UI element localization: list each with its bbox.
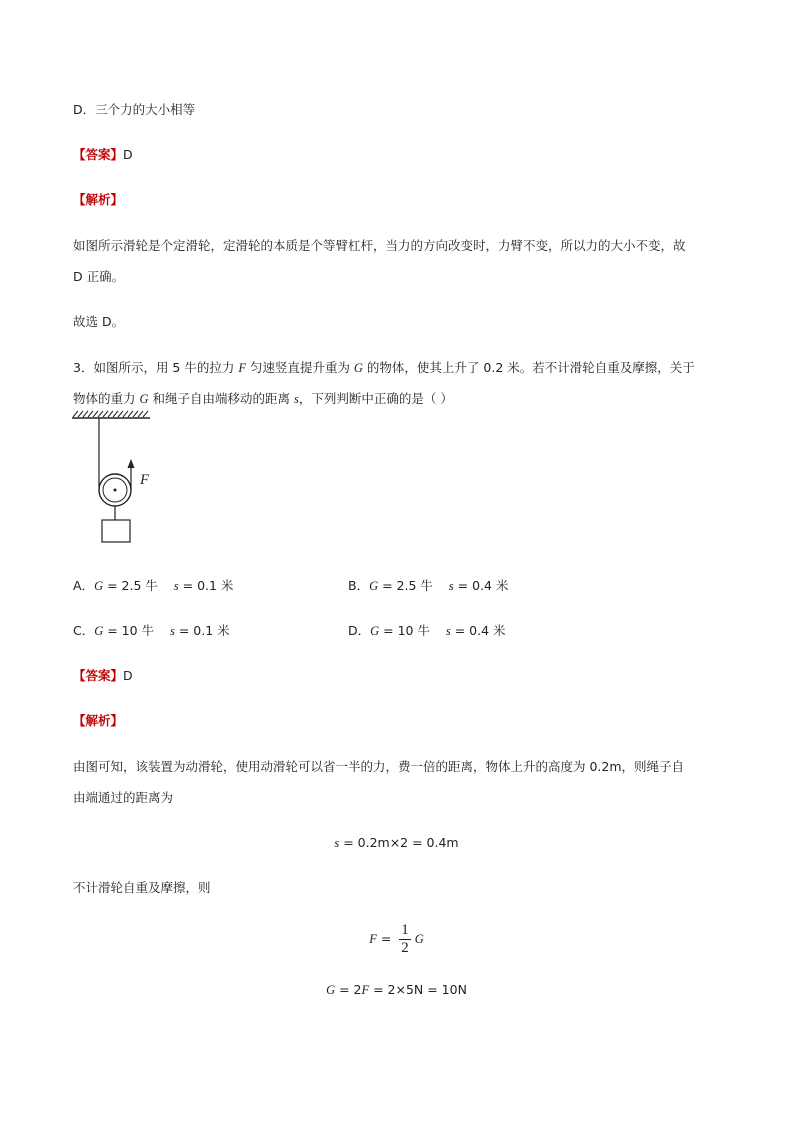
question-3-line1 bbox=[73, 359, 695, 377]
equation-force bbox=[0, 920, 793, 958]
var-s: s bbox=[448, 579, 454, 593]
fraction-denominator: 2 bbox=[401, 940, 409, 956]
q3-text-f: ，下列判断中正确的是（ ） bbox=[298, 391, 453, 406]
option-d-s: = 0.4 米 bbox=[450, 623, 506, 638]
option-d-prefix: D． bbox=[348, 623, 371, 638]
conclusion-text: 故选 D。 bbox=[73, 314, 125, 329]
var-F: F bbox=[238, 361, 246, 375]
answer-value: D bbox=[123, 668, 133, 683]
option-c[interactable] bbox=[73, 622, 230, 640]
q3-text-a: 3．如图所示，用 5 牛的拉力 bbox=[73, 360, 239, 375]
ceiling-hatch bbox=[73, 411, 148, 417]
fraction-one-half bbox=[399, 922, 411, 957]
option-c-g: = 10 牛 bbox=[103, 623, 155, 638]
option-d-g: = 10 牛 bbox=[379, 623, 430, 638]
pulley-axle bbox=[114, 489, 117, 492]
force-label-F: F bbox=[140, 472, 150, 488]
analysis-text-line1: 如图所示滑轮是个定滑轮，定滑轮的本质是个等臂杠杆，当力的方向改变时，力臂不变，所以力的大小不变，故 bbox=[73, 238, 686, 253]
equation-weight-a: = 2 bbox=[335, 982, 362, 997]
var-s: s bbox=[334, 836, 340, 850]
answer-value: D bbox=[123, 147, 133, 162]
var-F: F bbox=[369, 932, 377, 946]
var-G: G bbox=[326, 983, 336, 997]
q3-text-b: 匀速竖直提升重为 bbox=[245, 360, 354, 375]
q3-analysis-line2: 由端通过的距离为 bbox=[73, 790, 174, 805]
answer-label: 【答案】 bbox=[73, 668, 124, 683]
q3-answer-line bbox=[73, 667, 133, 685]
var-G: G bbox=[94, 624, 104, 638]
var-G: G bbox=[370, 624, 380, 638]
option-c-s: = 0.1 米 bbox=[174, 623, 230, 638]
q3-text-d: 物体的重力 bbox=[73, 391, 140, 406]
var-s: s bbox=[173, 579, 179, 593]
var-s: s bbox=[445, 624, 451, 638]
option-b[interactable] bbox=[348, 577, 508, 595]
option-b-s: = 0.4 米 bbox=[453, 578, 509, 593]
var-G: G bbox=[94, 579, 104, 593]
var-G: G bbox=[353, 361, 363, 375]
var-F: F bbox=[361, 983, 370, 997]
option-a-prefix: A． bbox=[73, 578, 95, 593]
q3-analysis-line1: 由图可知，该装置为动滑轮，使用动滑轮可以省一半的力，费一倍的距离，物体上升的高度为 0.2m，则绳子自 bbox=[73, 759, 685, 774]
weight-block bbox=[102, 520, 130, 542]
q3-text-c: 的物体，使其上升了 0.2 米。若不计滑轮自重及摩擦，关于 bbox=[362, 360, 695, 375]
option-b-g: = 2.5 牛 bbox=[378, 578, 433, 593]
pulley-diagram bbox=[70, 408, 160, 548]
var-G: G bbox=[369, 579, 379, 593]
no-friction-text: 不计滑轮自重及摩擦，则 bbox=[73, 880, 211, 895]
option-c-prefix: C． bbox=[73, 623, 95, 638]
q3-analysis-label: 【解析】 bbox=[73, 713, 124, 728]
option-a-s: = 0.1 米 bbox=[178, 578, 234, 593]
equation-distance bbox=[0, 834, 793, 852]
var-G: G bbox=[414, 932, 424, 946]
var-G: G bbox=[139, 392, 149, 406]
answer-line bbox=[73, 146, 133, 164]
var-s: s bbox=[293, 392, 299, 406]
option-d[interactable] bbox=[348, 622, 506, 640]
equals-sign: = bbox=[376, 931, 396, 946]
force-arrow bbox=[128, 459, 135, 468]
equation-weight-b: = 2×5N = 10N bbox=[369, 982, 467, 997]
option-b-prefix: B． bbox=[348, 578, 370, 593]
equation-weight bbox=[0, 981, 793, 999]
fraction-numerator: 1 bbox=[401, 922, 409, 938]
analysis-label: 【解析】 bbox=[73, 192, 124, 207]
q3-text-e: 和绳子自由端移动的距离 bbox=[148, 391, 294, 406]
equation-distance-rest: = 0.2m×2 = 0.4m bbox=[339, 835, 459, 850]
option-a[interactable] bbox=[73, 577, 233, 595]
option-d-text: D．三个力的大小相等 bbox=[73, 102, 196, 117]
answer-label: 【答案】 bbox=[73, 147, 124, 162]
option-a-g: = 2.5 牛 bbox=[103, 578, 158, 593]
var-s: s bbox=[169, 624, 175, 638]
analysis-text-line2: D 正确。 bbox=[73, 269, 125, 284]
question-3-line2 bbox=[73, 390, 453, 408]
